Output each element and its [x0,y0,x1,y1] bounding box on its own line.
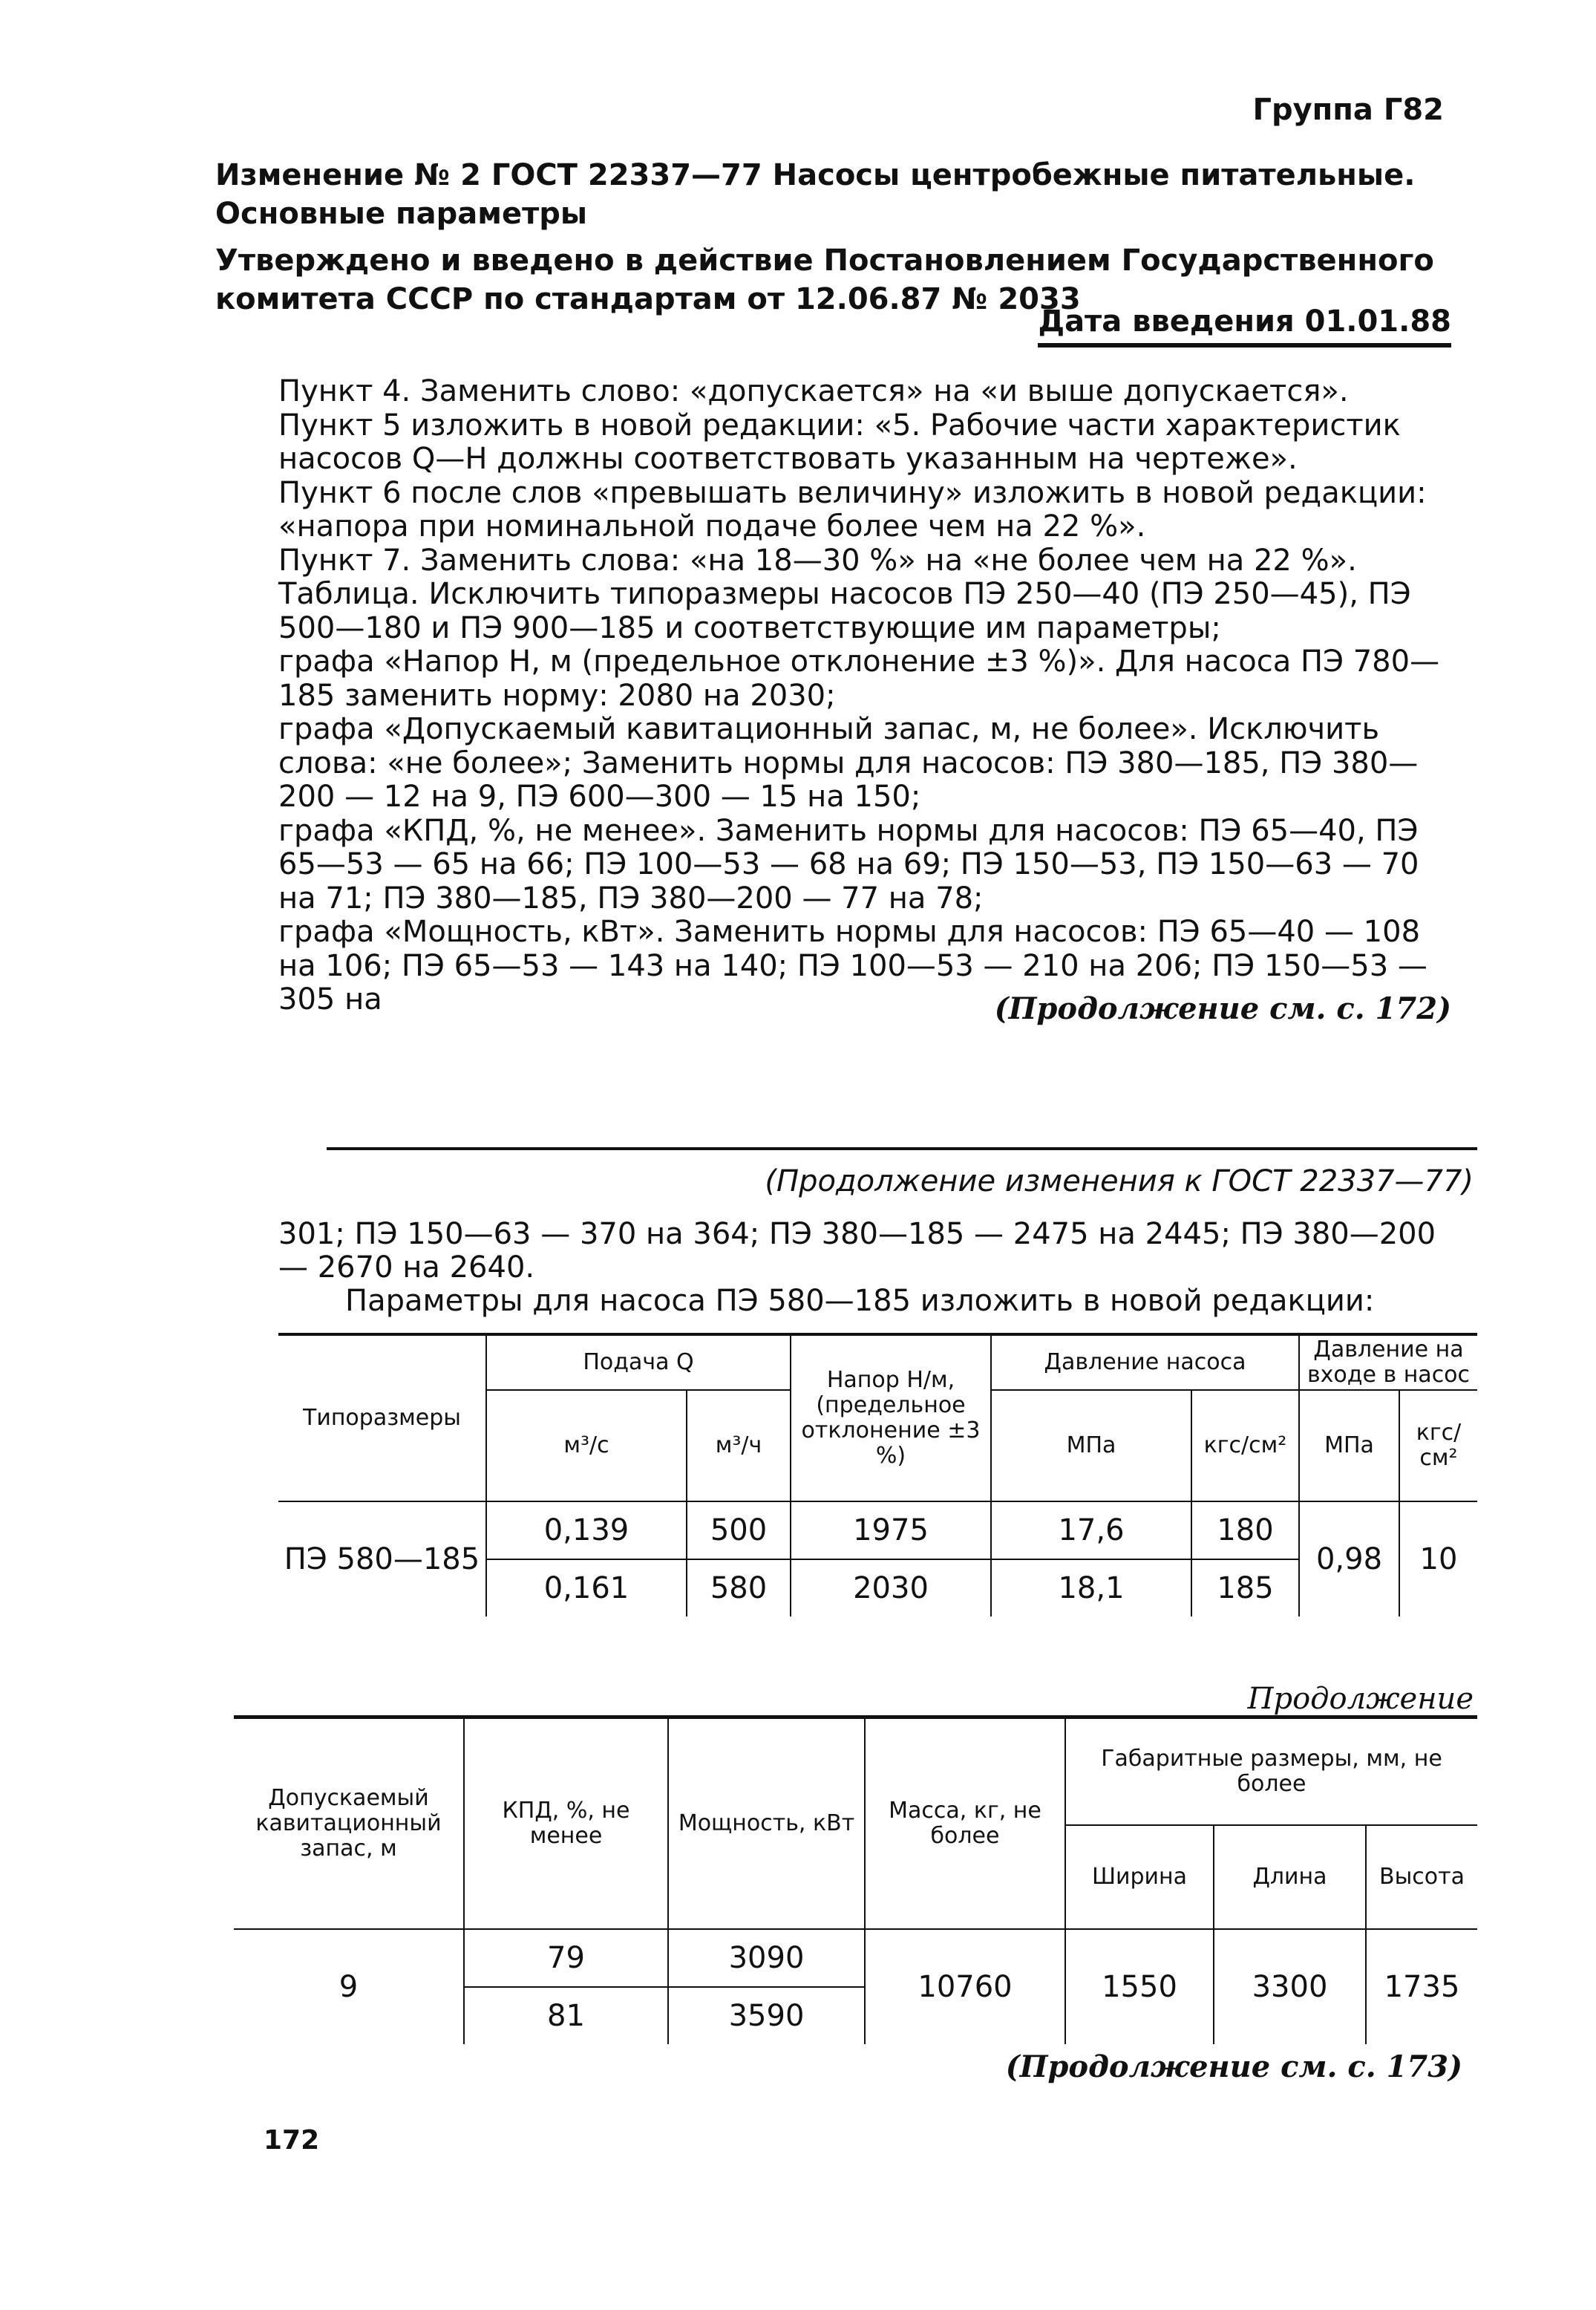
col-pressure: Давление насоса [991,1334,1299,1390]
cell-m3h: 500 [687,1501,791,1559]
cell-height: 1735 [1366,1929,1477,2044]
continuation-text [278,1218,1474,1318]
paragraph: графа «Допускаемый кавитационный запас, м, не более». Исключить слова: «не более»; Заменить нормы для насосов: ПЭ 380—185, ПЭ 380—200 — 12 на 9, ПЭ 600—300 — 15 на 150; [278,712,1419,814]
paragraph: графа «Напор H, м (предельное отклонение ±3 %)». Для насоса ПЭ 780—185 заменить норму: 2080 на 2030; [278,645,1440,713]
continued-note-3: (Продолжение см. с. 173) [1005,2049,1462,2084]
cell-npsh: 9 [234,1929,464,2044]
paragraph: графа «КПД, %, не менее». Заменить нормы для насосов: ПЭ 65—40, ПЭ 65—53 — 65 на 66; ПЭ 100—53 — 68 на 69; ПЭ 150—53, ПЭ 150—63 — 70 на 71; ПЭ 380—185, ПЭ 380—200 — 77 на 78; [278,813,1419,916]
col-inlet: Давление на входе в насос [1299,1334,1477,1390]
continued-note-2: Продолжение [1247,1682,1474,1716]
cell-eff: 81 [464,1987,668,2044]
paragraph: графа «Мощность, кВт». Заменить нормы для насосов: ПЭ 65—40 — 108 на 106; ПЭ 65—53 — 143 на 140; ПЭ 100—53 — 210 на 206; ПЭ 150—53 — 305 на [278,915,1427,1017]
col-type: Типоразмеры [278,1334,486,1501]
effective-date: Дата введения 01.01.88 [1038,304,1451,348]
col-height: Высота [1366,1825,1477,1929]
page-number: 172 [264,2125,320,2156]
cell-kgf: 185 [1191,1559,1299,1616]
col-power: Мощность, кВт [668,1717,865,1929]
col-mass: Масса, кг, не более [865,1717,1065,1929]
paragraph: Пункт 7. Заменить слова: «на 18—30 %» на «не более чем на 22 %». [278,543,1357,578]
continuation-heading: (Продолжение изменения к ГОСТ 22337—77) [765,1164,1474,1198]
paragraph: Пункт 4. Заменить слово: «допускается» на «и выше допускается». [278,374,1349,408]
cell-inlet-kgf: 10 [1399,1501,1477,1616]
paragraph: Пункт 5 изложить в новой редакции: «5. Рабочие части характеристик насосов Q—H должны соответствовать указанным на чертеже». [278,408,1401,476]
cell-head: 1975 [791,1501,991,1559]
parameters-table [278,1333,1477,1616]
col-inlet-kgf: кгс/см² [1399,1390,1477,1501]
col-flow-m3h: м³/ч [687,1390,791,1501]
cell-head: 2030 [791,1559,991,1616]
col-inlet-mpa: МПа [1299,1390,1399,1501]
cell-power: 3590 [668,1987,865,2044]
cell-power: 3090 [668,1929,865,1987]
paragraph: Параметры для насоса ПЭ 580—185 изложить в новой редакции: [345,1284,1375,1318]
paragraph: 301; ПЭ 150—63 — 370 на 364; ПЭ 380—185 — 2475 на 2445; ПЭ 380—200 — 2670 на 2640. [278,1217,1436,1285]
cell-mass: 10760 [865,1929,1065,2044]
cell-m3h: 580 [687,1559,791,1616]
page-divider [327,1147,1477,1150]
amendment-body [278,375,1455,1017]
col-head: Напор H/м, (предельное отклонение ±3 %) [791,1334,991,1501]
continued-note-1: (Продолжение см. с. 172) [994,991,1451,1026]
dimensions-table [234,1715,1477,2044]
col-width: Ширина [1065,1825,1214,1929]
col-dims: Габаритные размеры, мм, не более [1065,1717,1477,1825]
col-npsh: Допускаемый кавитационный запас, м [234,1717,464,1929]
cell-m3s: 0,139 [486,1501,687,1559]
col-pressure-mpa: МПа [991,1390,1191,1501]
paragraph: Пункт 6 после слов «превышать величину» изложить в новой редакции: «напора при номинальной подаче более чем на 22 %». [278,475,1427,544]
approval-statement: Утверждено и введено в действие Постановлением Государственного комитета СССР по стандартам от 12.06.87 № 2033 [215,244,1434,316]
cell-m3s: 0,161 [486,1559,687,1616]
col-pressure-kgf: кгс/см² [1191,1390,1299,1501]
cell-length: 3300 [1214,1929,1366,2044]
cell-mpa: 17,6 [991,1501,1191,1559]
paragraph: Таблица. Исключить типоразмеры насосов ПЭ 250—40 (ПЭ 250—45), ПЭ 500—180 и ПЭ 900—185 и соответствующие им параметры; [278,577,1411,645]
col-eff: КПД, %, не менее [464,1717,668,1929]
cell-width: 1550 [1065,1929,1214,2044]
col-flow: Подача Q [486,1334,791,1390]
cell-eff: 79 [464,1929,668,1987]
document-headline: Изменение № 2 ГОСТ 22337—77 Насосы центробежные питательные. Основные параметры [215,158,1416,231]
col-flow-m3s: м³/с [486,1390,687,1501]
cell-inlet-mpa: 0,98 [1299,1501,1399,1616]
cell-type: ПЭ 580—185 [278,1501,486,1616]
cell-mpa: 18,1 [991,1559,1191,1616]
cell-kgf: 180 [1191,1501,1299,1559]
col-length: Длина [1214,1825,1366,1929]
group-label: Группа Г82 [1252,93,1444,127]
